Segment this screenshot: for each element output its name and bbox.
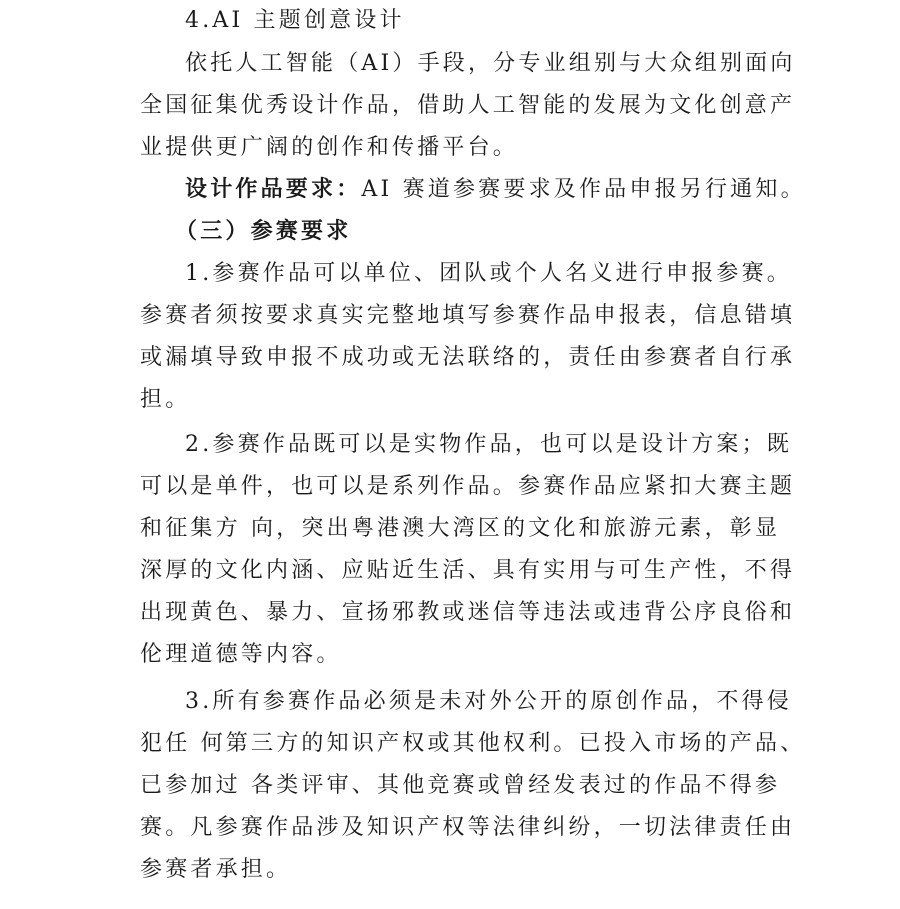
- item-3-line: 3.所有参赛作品必须是未对外公开的原创作品，不得侵: [185, 689, 792, 714]
- item-3-line: 参赛者承担。: [140, 857, 292, 882]
- section-3-heading: （三）参赛要求: [175, 219, 352, 244]
- paragraph-line: 依托人工智能（AI）手段，分专业组别与大众组别面向: [185, 51, 796, 76]
- paragraph-line: 业提供更广阔的创作和传播平台。: [140, 135, 519, 160]
- item-2-line: 2.参赛作品既可以是实物作品，也可以是设计方案；既: [185, 432, 792, 457]
- item-1-line: 参赛者须按要求真实完整地填写参赛作品申报表，信息错填: [140, 303, 796, 328]
- item-2-line: 可以是单件，也可以是系列作品。参赛作品应紧扣大赛主题: [140, 474, 796, 499]
- paragraph-line: 全国征集优秀设计作品，借助人工智能的发展为文化创意产: [140, 93, 796, 118]
- item-2-line: 出现黄色、暴力、宣扬邪教或迷信等违法或违背公序良俗和: [140, 600, 796, 625]
- item-1-line: 或漏填导致申报不成功或无法联络的，责任由参赛者自行承: [140, 345, 796, 370]
- item-3-line: 犯任 何第三方的知识产权或其他权利。已投入市场的产品、: [140, 731, 806, 756]
- item-1-line: 担。: [140, 387, 191, 412]
- item-2-line: 伦理道德等内容。: [140, 642, 342, 667]
- item-1-line: 1.参赛作品可以单位、团队或个人名义进行申报参赛。: [185, 261, 792, 286]
- item-2-line: 和征集方 向，突出粤港澳大湾区的文化和旅游元素，彰显: [140, 516, 781, 541]
- item-3-line: 已参加过 各类评审、其他竞赛或曾经发表过的作品不得参: [140, 773, 781, 798]
- item-2-line: 深厚的文化内涵、应贴近生活、具有实用与可生产性，不得: [140, 558, 796, 583]
- section-4-heading: 4.AI 主题创意设计: [185, 8, 405, 33]
- design-requirement-line: [185, 175, 900, 205]
- requirement-label: 设计作品要求：: [185, 177, 362, 202]
- requirement-text: AI 赛道参赛要求及作品申报另行通知。: [361, 177, 806, 202]
- item-3-line: 赛。凡参赛作品涉及知识产权等法律纠纷，一切法律责任由: [140, 815, 796, 840]
